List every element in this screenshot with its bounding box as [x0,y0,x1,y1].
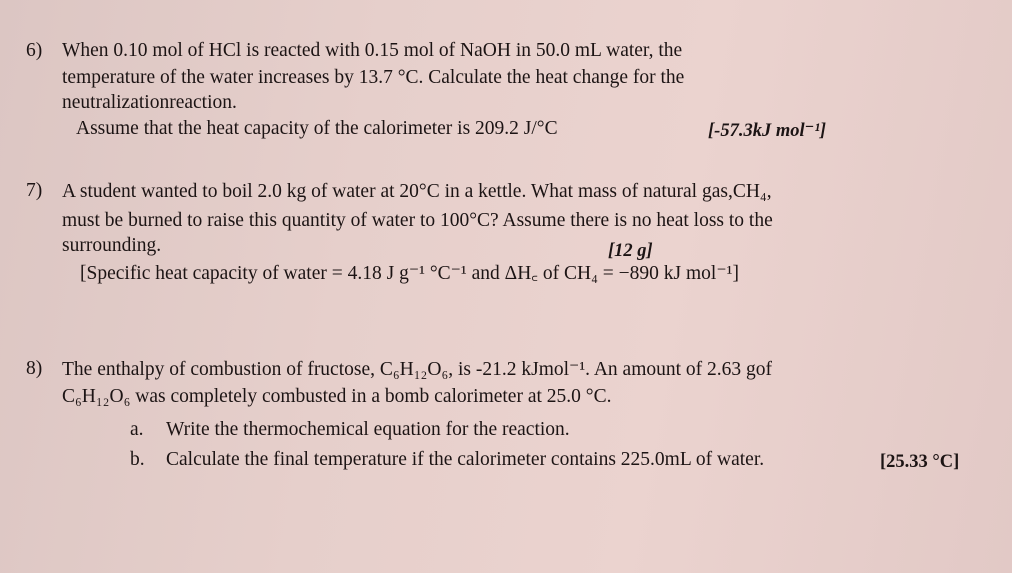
question-text-line: A student wanted to boil 2.0 kg of water at 20°C in a kettle. What mass of natural gas,CH₄, [62,181,772,202]
question-data-line: [Specific heat capacity of water = 4.18 J g⁻¹ °C⁻¹ and ΔH꜀ of CH₄ = −890 kJ mol⁻¹] [80,263,739,284]
question-text-line: neutralizationreaction. [62,92,237,113]
question-number: 8) [26,358,43,379]
question-text-line: temperature of the water increases by 13.7 °C. Calculate the heat change for the [62,67,685,88]
subpart-label: b. [130,449,145,470]
question-text-line: must be burned to raise this quantity of water to 100°C? Assume there is no heat loss to the [62,210,773,231]
question-text-line: surrounding. [62,235,162,256]
question-text-line: The enthalpy of combustion of fructose, C₆H₁₂O₆, is -21.2 kJmol⁻¹. An amount of 2.63 gof [62,359,773,380]
question-text-line: C₆H₁₂O₆ was completely combusted in a bomb calorimeter at 25.0 °C. [62,386,612,407]
subpart-text: Write the thermochemical equation for the reaction. [166,419,570,440]
question-text-line: When 0.10 mol of HCl is reacted with 0.15 mol of NaOH in 50.0 mL water, the [62,40,683,61]
question-number: 6) [26,40,43,61]
question-text-line: Assume that the heat capacity of the calorimeter is 209.2 J/°C [76,118,558,139]
answer-label: [25.33 °C] [880,452,960,472]
question-number: 7) [26,180,43,201]
subpart-text: Calculate the final temperature if the calorimeter contains 225.0mL of water. [166,449,765,470]
subpart-label: a. [130,419,144,440]
answer-label: [12 g] [608,241,653,261]
answer-label: [-57.3kJ mol⁻¹] [708,121,827,141]
